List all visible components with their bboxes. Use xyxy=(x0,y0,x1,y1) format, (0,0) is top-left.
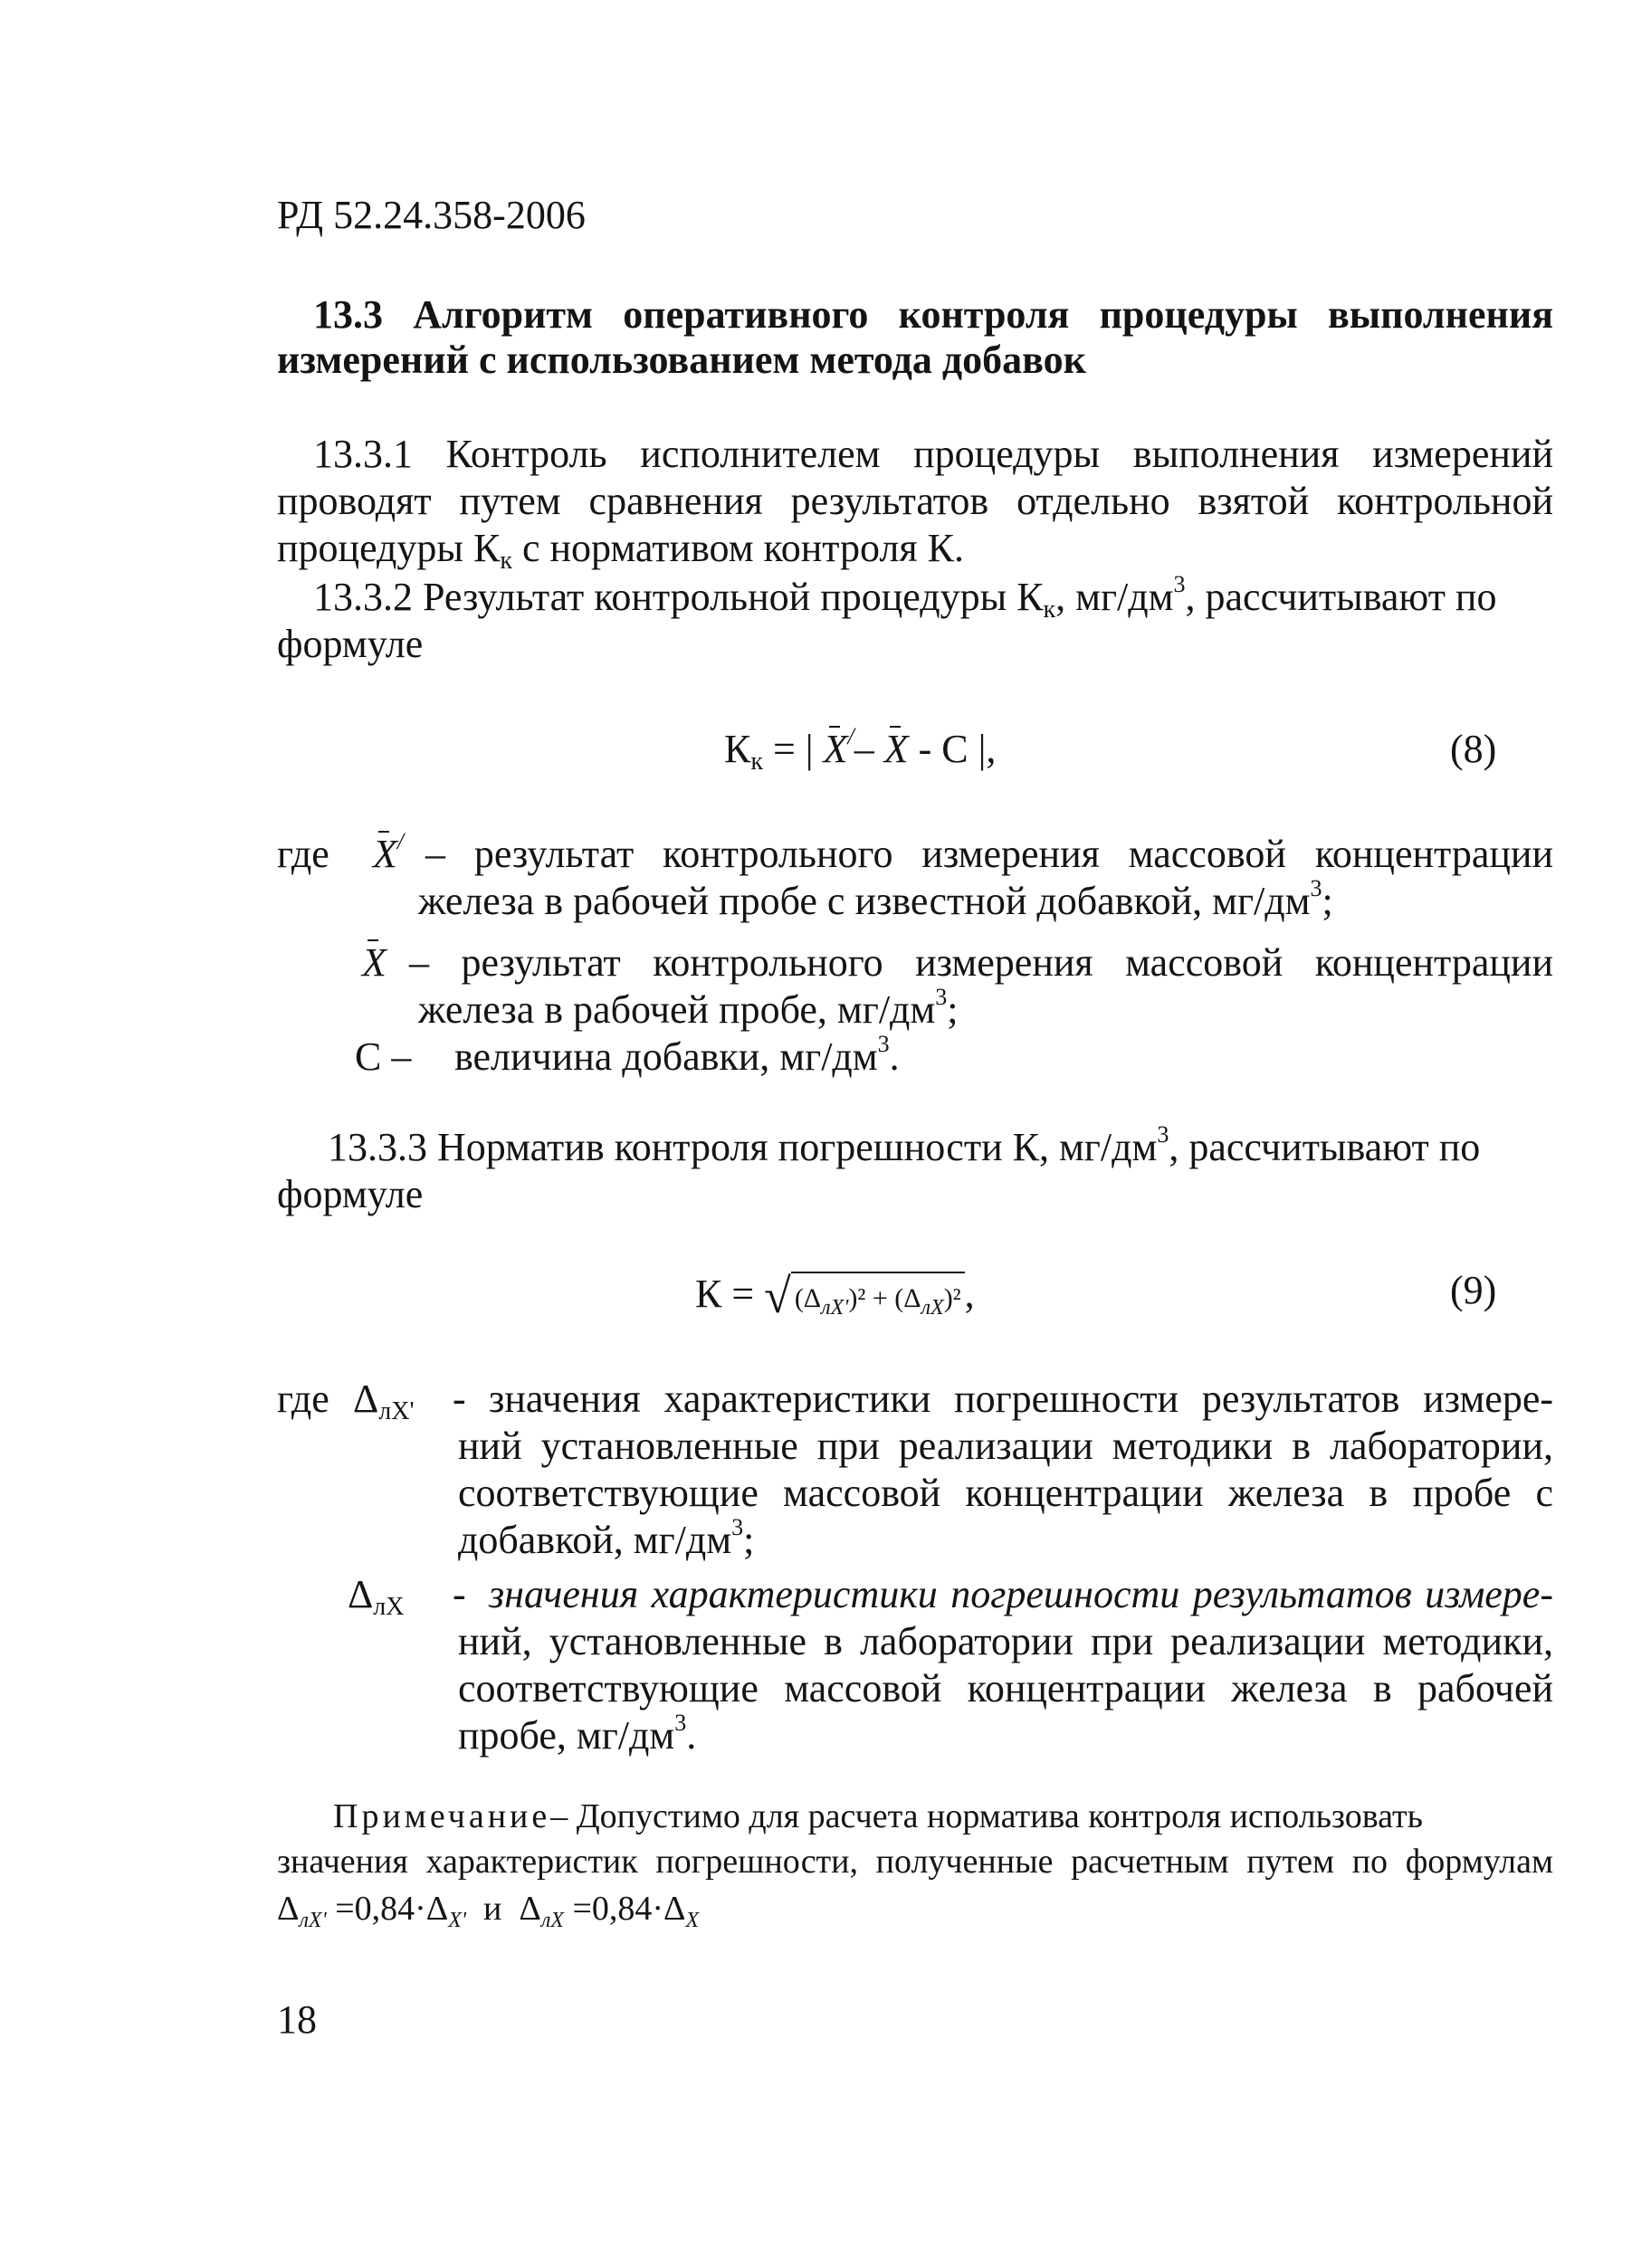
def-delta-lx-line2: ний, установленные в лаборатории при реализации методики, xyxy=(458,1619,1553,1663)
def-x-symbol: X xyxy=(362,938,387,988)
def-delta-lx-line3: соответствующие массовой концентрации железа в рабочей xyxy=(458,1666,1553,1711)
def-x-prime-line2: железа в рабочей пробе с известной добавкой, $мг/дм^3$; xyxy=(418,875,1333,923)
note-line1: Примечание – Допустимо для расчета норматива контроля использовать xyxy=(333,1794,1553,1839)
def-delta-lx-prime-line4: добавкой, $мг/дм^3$; xyxy=(458,1514,755,1562)
formula-9-number: (9) xyxy=(1450,1268,1497,1312)
paragraph-13-3-3-line2: формуле xyxy=(277,1172,424,1216)
paragraph-13-3-1-line2: проводят путем сравнения результатов отдельно взятой контрольной xyxy=(277,479,1553,523)
paragraph-13-3-3-line1: 13.3.3 Норматив контроля погрешности К, $мг/дм^3$, рассчитывают по xyxy=(328,1121,1481,1169)
def-delta-lx-prime-line3: соответствующие массовой концентрации железа в пробе с xyxy=(458,1471,1553,1515)
def-c-text: величина добавки, $мг/дм^3$. xyxy=(454,1031,900,1079)
def-delta-lx-line4: пробе, $мг/дм^3$. xyxy=(458,1710,697,1758)
def-c-symbol: С – xyxy=(355,1034,412,1079)
paragraph-13-3-2-line1: 13.3.2 Результат контрольной процедуры Кк, $мг/дм^3$, рассчитывают по xyxy=(313,571,1497,624)
page-number: 18 xyxy=(277,1997,317,2042)
formula-8: Кк = | X/– X - С |, xyxy=(724,723,997,776)
def-delta-lx-prime-dash: - xyxy=(453,1377,466,1421)
note-label: Примечание xyxy=(333,1797,551,1835)
document-code: РД 52.24.358-2006 xyxy=(277,193,586,237)
where-label-8: где xyxy=(277,832,329,876)
def-delta-lx-line1: значения характеристики погрешности результатов измере- xyxy=(489,1572,1553,1616)
def-delta-lx-symbol: ΔлX xyxy=(348,1572,405,1621)
def-delta-lx-prime-line1: значения характеристики погрешности результатов измере- xyxy=(489,1377,1553,1421)
section-heading-line1: 13.3 Алгоритм оперативного контроля процедуры выполнения xyxy=(313,292,1553,337)
def-x-prime-symbol: X/ xyxy=(373,829,404,880)
paragraph-13-3-2-line2: формуле xyxy=(277,622,424,666)
formula-8-number: (8) xyxy=(1450,727,1497,771)
paragraph-13-3-1-line3: процедуры Кк с нормативом контроля К. xyxy=(277,526,964,575)
formula-9: К = √ $(\Delta_{лX'})^2 + (\Delta_{лX})^2$, xyxy=(695,1265,975,1326)
section-heading-line2: измерений с использованием метода добавок xyxy=(277,338,1086,382)
def-x-line1: – результат контрольного измерения массовой концентрации xyxy=(409,940,1553,985)
paragraph-13-3-1-line1: 13.3.1 Контроль исполнителем процедуры выполнения измерений xyxy=(313,432,1553,476)
note-line2: значения характеристик погрешности, полученные расчетным путем по формулам xyxy=(277,1843,1553,1881)
where-label-9: где xyxy=(277,1377,329,1421)
note-formulas: $\Delta_{лX'} =0,84\cdot\Delta_{X'}$ и $\Delta_{лX} =0,84\cdot\Delta_X$ xyxy=(277,1890,700,1932)
def-delta-lx-prime-symbol: ΔлX' xyxy=(353,1377,415,1425)
def-x-prime-line1: – результат контрольного измерения массовой концентрации xyxy=(425,832,1553,876)
def-delta-lx-dash: - xyxy=(453,1572,466,1616)
def-delta-lx-prime-line2: ний установленные при реализации методики в лаборатории, xyxy=(458,1424,1553,1468)
def-x-line2: железа в рабочей пробе, $мг/дм^3$; xyxy=(418,984,959,1032)
